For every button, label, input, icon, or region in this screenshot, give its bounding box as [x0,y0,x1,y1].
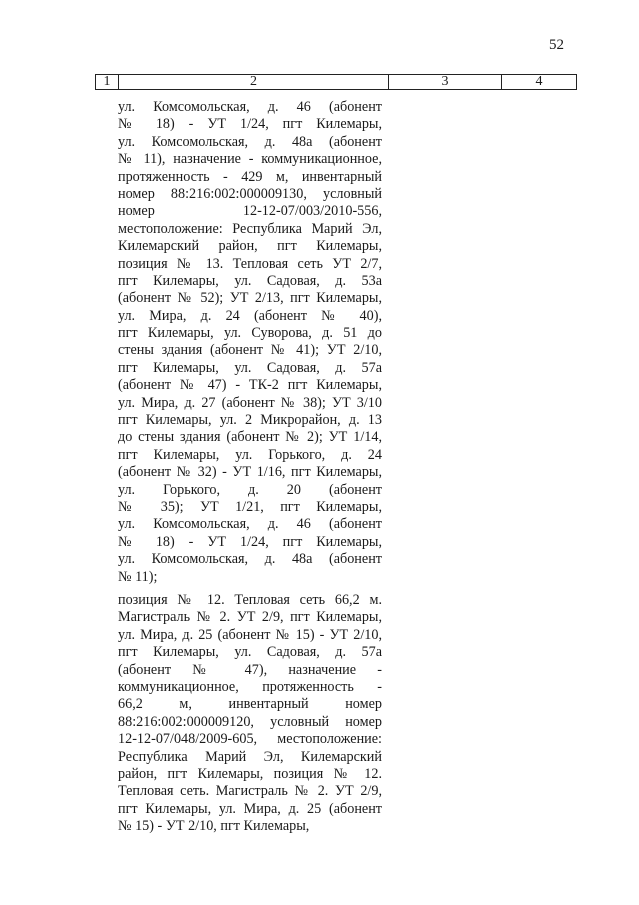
text-line: № 15) - УТ 2/10, пгт Килемары, [118,818,310,835]
text-line: № 35); УТ 1/21, пгт Килемары, [118,498,382,515]
text-line: 12-12-07/048/2009-605, местоположение: [118,731,382,748]
text-line: № 18) - УТ 1/24, пгт Килемары, [118,116,382,133]
text-line: (абонент № 47), назначение - [118,661,382,678]
text-line: пгт Килемары, ул. Садовая, д. 57а [118,644,382,661]
text-line: Килемарский район, пгт Килемары, [118,238,382,255]
text-line: местоположение: Республика Марий Эл, [118,220,382,237]
text-line: ул. Мира, д. 24 (абонент № 40), [118,307,382,324]
text-line: номер 88:216:002:000009130, условный [118,185,382,202]
text-line: Тепловая сеть. Магистраль № 2. УТ 2/9, [118,783,382,800]
text-line: (абонент № 47) - ТК-2 пгт Килемары, [118,377,382,394]
text-line: ул. Мира, д. 25 (абонент № 15) - УТ 2/10, [118,626,382,643]
text-line: 66,2 м, инвентарный номер [118,696,382,713]
text-line: ул. Комсомольская, д. 46 (абонент [118,516,382,533]
text-line: Республика Марий Эл, Килемарский [118,748,382,765]
header-col-4: 4 [501,75,576,89]
text-line: пгт Килемары, ул. Горького, д. 24 [118,446,382,463]
paragraph-position-12 [118,592,382,835]
text-line: пгт Килемары, ул. Садовая, д. 53а [118,272,382,289]
table-header-row [95,74,577,90]
text-line: № 11); [118,568,158,585]
text-line: пгт Килемары, ул. 2 Микрорайон, д. 13 [118,412,382,429]
header-col-1: 1 [103,74,111,89]
text-line: пгт Килемары, ул. Садовая, д. 57а [118,359,382,376]
text-line: стены здания (абонент № 41); УТ 2/10, [118,342,382,359]
page-number: 52 [549,37,564,53]
text-line: № 18) - УТ 1/24, пгт Килемары, [118,533,382,550]
header-col-2: 2 [118,75,388,89]
text-line: (абонент № 32) - УТ 1/16, пгт Килемары, [118,464,382,481]
text-line: ул. Горького, д. 20 (абонент [118,481,382,498]
text-line: позиция № 13. Тепловая сеть УТ 2/7, [118,255,382,272]
text-line: ул. Мира, д. 27 (абонент № 38); УТ 3/10 [118,394,382,411]
text-line: ул. Комсомольская, д. 48а (абонент [118,551,382,568]
text-line: протяженность - 429 м, инвентарный [118,168,382,185]
text-line: ул. Комсомольская, д. 48а (абонент [118,133,382,150]
text-line: пгт Килемары, ул. Суворова, д. 51 до [118,325,382,342]
text-line: пгт Килемары, ул. Мира, д. 25 (абонент [118,800,382,817]
paragraph-position-13 [118,99,382,586]
header-col-3: 3 [388,75,501,89]
text-line: ул. Комсомольская, д. 46 (абонент [118,99,382,115]
text-line: до стены здания (абонент № 2); УТ 1/14, [118,429,382,446]
text-line: позиция № 12. Тепловая сеть 66,2 м. [118,592,382,608]
text-line: номер 12-12-07/003/2010-556, [118,203,382,220]
text-line: 88:216:002:000009120, условный номер [118,713,382,730]
text-line: Магистраль № 2. УТ 2/9, пгт Килемары, [118,609,382,626]
text-line: коммуникационное, протяженность - [118,678,382,695]
text-line: (абонент № 52); УТ 2/13, пгт Килемары, [118,290,382,307]
text-line: № 11), назначение - коммуникационное, [118,151,382,168]
text-line: район, пгт Килемары, позиция № 12. [118,765,382,782]
